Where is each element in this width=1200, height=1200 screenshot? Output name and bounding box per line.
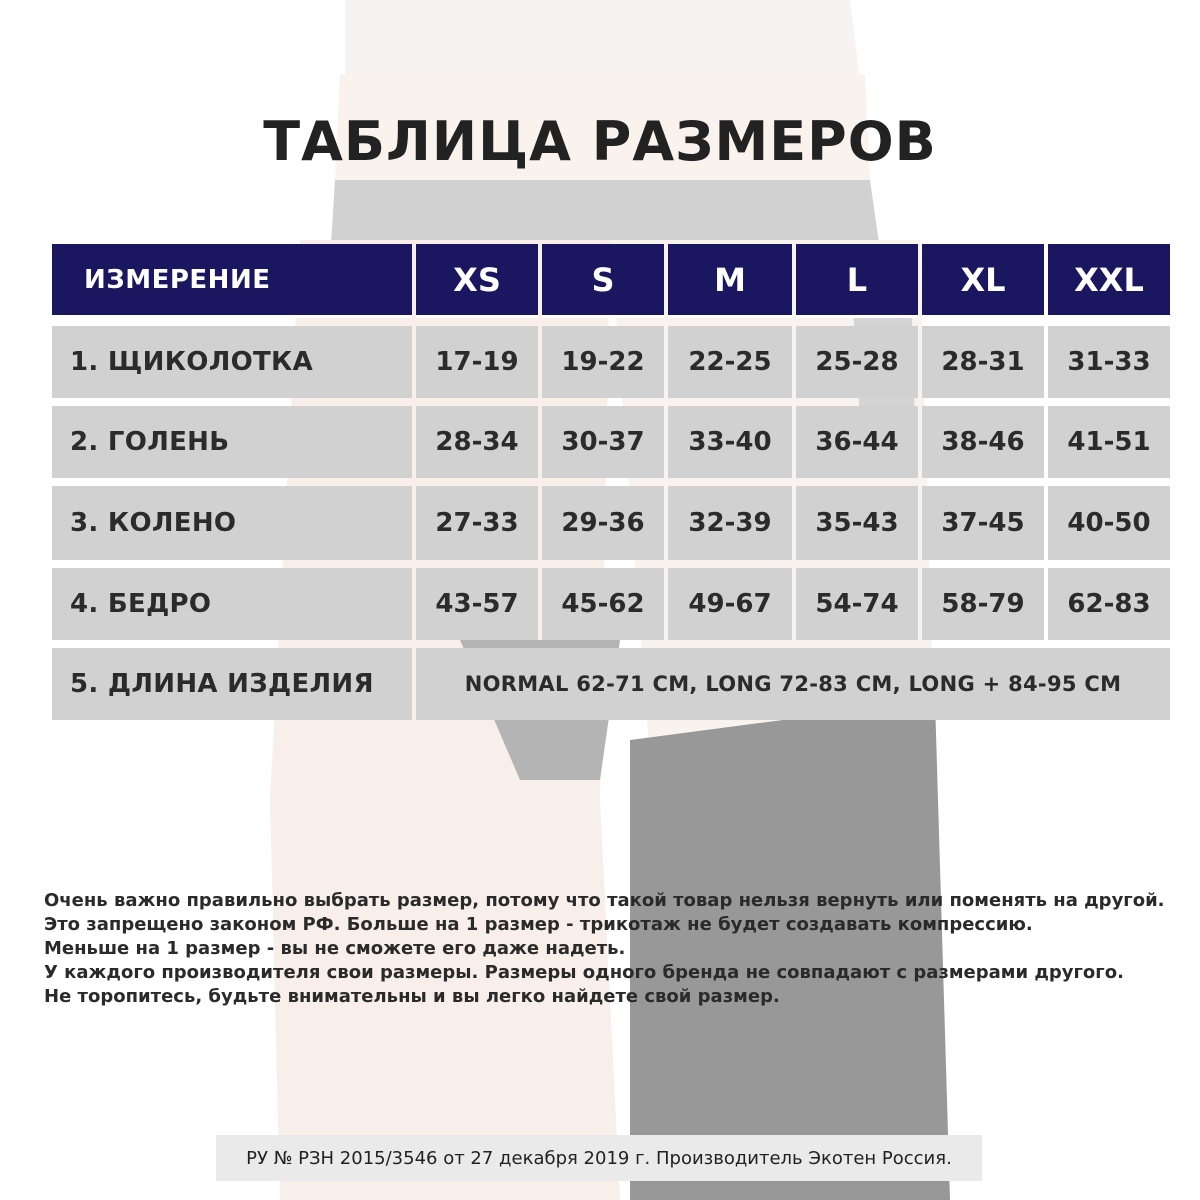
- size-table: [52, 244, 1170, 720]
- table-cell: 17-19: [416, 326, 538, 398]
- table-cell: 40-50: [1048, 486, 1170, 560]
- header-size-m: M: [668, 244, 792, 318]
- registration-footer: РУ № РЗН 2015/3546 от 27 декабря 2019 г. Производитель Экотен Россия.: [216, 1135, 982, 1181]
- header-size-xl: XL: [922, 244, 1044, 318]
- table-cell: 45-62: [542, 568, 664, 640]
- table-cell: 25-28: [796, 326, 918, 398]
- table-cell: 33-40: [668, 406, 792, 478]
- row-label-ankle: 1. ЩИКОЛОТКА: [52, 326, 412, 398]
- table-cell: 49-67: [668, 568, 792, 640]
- table-cell: 27-33: [416, 486, 538, 560]
- table-cell: 32-39: [668, 486, 792, 560]
- header-size-l: L: [796, 244, 918, 318]
- table-cell: 54-74: [796, 568, 918, 640]
- length-value: NORMAL 62-71 CM, LONG 72-83 CM, LONG + 84-95 CM: [416, 648, 1170, 720]
- page-title: ТАБЛИЦА РАЗМЕРОВ: [263, 110, 937, 173]
- table-cell: 35-43: [796, 486, 918, 560]
- table-cell: 28-34: [416, 406, 538, 478]
- note-line: Меньше на 1 размер - вы не сможете его даже надеть.: [44, 938, 626, 959]
- row-label-thigh: 4. БЕДРО: [52, 568, 412, 640]
- row-label-knee: 3. КОЛЕНО: [52, 486, 412, 560]
- note-line: Это запрещено законом РФ. Больше на 1 размер - трикотаж не будет создавать компрессию.: [44, 914, 1033, 935]
- table-cell: 37-45: [922, 486, 1044, 560]
- note-line: У каждого производителя свои размеры. Размеры одного бренда не совпадают с размерами другого.: [44, 962, 1124, 983]
- header-size-s: S: [542, 244, 664, 318]
- row-label-length: 5. ДЛИНА ИЗДЕЛИЯ: [52, 648, 412, 720]
- size-notes: [44, 889, 1174, 1009]
- table-cell: 38-46: [922, 406, 1044, 478]
- note-line: Не торопитесь, будьте внимательны и вы легко найдете свой размер.: [44, 986, 780, 1007]
- header-size-xs: XS: [416, 244, 538, 318]
- table-cell: 31-33: [1048, 326, 1170, 398]
- table-cell: 30-37: [542, 406, 664, 478]
- table-cell: 62-83: [1048, 568, 1170, 640]
- table-cell: 19-22: [542, 326, 664, 398]
- table-cell: 36-44: [796, 406, 918, 478]
- note-line: Очень важно правильно выбрать размер, потому что такой товар нельзя вернуть или поменять на другой.: [44, 890, 1165, 911]
- table-cell: 22-25: [668, 326, 792, 398]
- header-size-xxl: XXL: [1048, 244, 1170, 318]
- header-measurement: ИЗМЕРЕНИЕ: [52, 244, 412, 318]
- row-label-shin: 2. ГОЛЕНЬ: [52, 406, 412, 478]
- table-cell: 43-57: [416, 568, 538, 640]
- table-cell: 41-51: [1048, 406, 1170, 478]
- table-cell: 29-36: [542, 486, 664, 560]
- table-cell: 58-79: [922, 568, 1044, 640]
- table-cell: 28-31: [922, 326, 1044, 398]
